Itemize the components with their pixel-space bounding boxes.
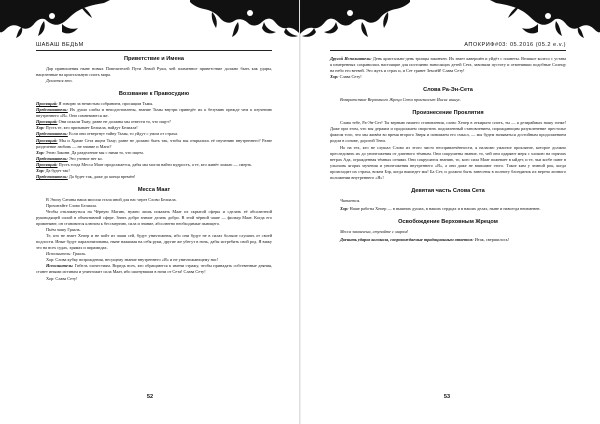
speech: Их души слабы и неподготовлены, знание Тьмы внутри приведёт их к безумию прежде чем к изучению внутреннего «Я». Они сомневаются же. bbox=[36, 107, 272, 119]
ornament-top-right bbox=[490, 0, 600, 40]
dialogue-line bbox=[36, 263, 272, 275]
speech: Да будет так! bbox=[44, 167, 70, 173]
paragraph: Дар приношения ныне новых Повелителей Пути Левой Руки, чей пламенное приветствие должно быть как удары, нацеленные на кристальную плоть мира. bbox=[36, 66, 272, 78]
speech: Пусть те, кто призывает Белиала, найдут Белиала! bbox=[44, 125, 138, 131]
left-page-content bbox=[36, 56, 272, 282]
section-title: Девятая часть Слова Сета bbox=[411, 187, 485, 194]
speech: Этою Законн. Да разделение мы с ними то, что ищем. bbox=[44, 149, 144, 155]
section-title: Произнесение Проклятия bbox=[412, 110, 484, 117]
right-page-content bbox=[330, 56, 566, 243]
speaker: Представитель: bbox=[36, 107, 68, 113]
page-number-right: 53 bbox=[443, 394, 451, 400]
speaker: Просящий: bbox=[36, 137, 58, 143]
speech: Наше работы Хепер — в вышних душах, в наших сердцах и в наших делах, ныне и навсегда неизменен. bbox=[348, 205, 541, 211]
paragraph: Те, кто не знает Хепер и не пойт из чаши сей, будут уничтожены, ибо они будут не в силах больше слушать от своей подлости. Иные будут параличизованы, ныне нажимая на себя руки, другие же убегут в ночь, дабы истребить свой род. Я вижу это на всех судах, хрямах и пирамидах. bbox=[36, 233, 272, 251]
paragraph: Делается это. bbox=[46, 78, 73, 84]
speaker: Двенить ударов колокола, сопровождаемые традиционным ответом: bbox=[340, 237, 474, 243]
speaker: Представитель: bbox=[36, 173, 68, 179]
dialogue-line bbox=[330, 56, 566, 74]
speaker: Просящий: bbox=[36, 101, 58, 107]
section-title: Слова Ра-Эн-Сета bbox=[423, 87, 473, 94]
paragraph: Прочитайте Слово Белиала. bbox=[46, 202, 98, 208]
paragraph: Слава тебе, Ра-Эн-Сет! Ты верныю нашего становления, слово Хепер в откирыто плоть, ты — я дезираймых нашу гонке! Даже при этом, что мы держим и продолжаем своротить подомленный становлением, порождающим разумленение престолье фактом того, что мы живём во время второго Зверя и понимаем его смысл, — мы будем называться достойным продолжением родом в основе, дорогой Тени. bbox=[330, 120, 566, 144]
running-head-right: АПОКРИФ#03: 05.2016 (05.2 e.v.) bbox=[464, 42, 566, 48]
paragraph: Месса законченa, ступайте с миром! bbox=[340, 228, 409, 234]
paragraph: Читается. bbox=[340, 197, 361, 203]
speech: Они искали Тьму; разве не должны мы отвести то, что ищут? bbox=[57, 119, 171, 125]
speaker: Хор: bbox=[330, 74, 339, 80]
paragraph: Возвратствие Верховного Жреца Сета произносит Иисис ашнус. bbox=[340, 97, 462, 103]
running-head-left: ШАБАШ ВЕДЬМ bbox=[36, 42, 84, 48]
header-rule-left bbox=[36, 50, 272, 51]
section-title: Приветствие и Имена bbox=[123, 56, 185, 62]
paragraph: Хор: Слова кубку возрождения, несущему знание внутреннего «Я» и не уничтожающему нас! bbox=[46, 257, 219, 263]
ornament-top-inner-right bbox=[300, 0, 410, 40]
speaker: Хор: bbox=[36, 125, 45, 131]
speech: Итак, свершилось! bbox=[473, 237, 510, 243]
dialogue-line bbox=[36, 162, 272, 168]
speech: Гибель злочестиям. Впредь всех, кто обращаются к имени стражу, чтобы принадать собственные деяния, станет иными истинам и уничтожит сила Маат, ибо шагнувшим в ночи от Сета! Слава Сету! bbox=[36, 263, 272, 275]
section-title: Месса Маат bbox=[137, 186, 171, 193]
speaker: Исполнитель: bbox=[46, 263, 74, 269]
paragraph: Но на тех, кто не слушал Слово из этого чисто неспривлечённости, я налагаю ужасное проклятие, которое должно преследовать их до уничтожения от длинного тёмным. Они сокрушены знание, то, чей они одаряют меря с хлокою на горячих ветрах Ада, огражденная тёмных огнями. Они сокрушатся знанию, то, кого сила Маат пожевает в ыйдет, и те, чьи когбе пают в ульоховь ягорях мучения и уничтожения внутреннего «Я», а они даже не впишают этого. Такое ким у земной рок, когда происходит их страха, вокем Бэр, когда вышедет мы! Ба Сет, и должно быть занесены в полноту блондинок их вереча личного положении внутреннего «Я»! bbox=[330, 144, 566, 180]
speaker: Представитель: bbox=[36, 131, 68, 137]
speaker: Хор: bbox=[36, 149, 45, 155]
speaker: Просящий: bbox=[36, 119, 58, 125]
ornament-top-left bbox=[0, 0, 110, 40]
dialogue-line bbox=[36, 107, 272, 119]
page-number-left: 52 bbox=[146, 394, 154, 400]
paragraph: Чтобы откликнуться на Чёрную Магию, нужно лишь показать Маат из скрытой сферы и сделать её абсолютной руководящей силой в объективной сфере. Знать добро значит делать добро. В этой чёрной чаше — фильтр Маат. Когда его применяют, он становится ключом к бессмертию, сила и знание, абсолютно необходимые пыющего. bbox=[36, 208, 272, 227]
speech: Если они отвергнут тайну Тьмы, то уйдут с умом от страха. bbox=[67, 131, 179, 137]
paragraph: Исполнитель: Грааль. bbox=[46, 251, 87, 257]
section-title: Воззвание к Правосудию bbox=[118, 91, 190, 98]
right-page bbox=[300, 0, 600, 424]
paragraph: Пьём чашу Грааль. bbox=[46, 227, 81, 233]
speech: Да будет так, даже до конца времён! bbox=[67, 173, 136, 179]
paragraph: В Эпоху Сатаны наша миссия стала иной для нас через Слово Белиала. bbox=[46, 196, 177, 202]
speaker: Представитель: bbox=[36, 155, 68, 161]
header-rule-right bbox=[330, 50, 566, 51]
speech: Слава Сету! bbox=[338, 74, 362, 80]
speaker: Хор: bbox=[340, 205, 349, 211]
dialogue-line bbox=[330, 237, 566, 243]
speaker: Хор: bbox=[36, 167, 45, 173]
speech: Мы и Храме Сета ищем Тьму; разве не должно быть так, чтобы мы открылись её изучению внутреннего? Разве разделение любовь — не знание и Маги? bbox=[36, 137, 272, 149]
section-title: Освобождение Верховным Жрецом bbox=[398, 218, 498, 225]
speech: День кристально-день троицы закончен. Их знает кавершён и уйдёт с планеты. Великое колесо с устава я измеренных сохранилась настоящие для постоянно наносящих детей Сета, завоняли пустоту и отменивши подобные Солнцу на небо его ветвей. Это жуть и страх и, и Сет грянет Землёй! Слава Сету! bbox=[330, 56, 566, 74]
speaker: Просящий: bbox=[36, 161, 58, 167]
paragraph: Хор: Слава Сету! bbox=[46, 275, 78, 281]
speech: Пусть тогда Месса Маат продолжается, дабы мы могли найти мудрость, а те, кто живёт ложью — смерть. bbox=[57, 161, 253, 167]
speech: Это учение нет ко. bbox=[67, 155, 103, 161]
ornament-top-inner-left bbox=[190, 0, 300, 40]
speaker: Другой Исполнитель: bbox=[330, 56, 372, 61]
dialogue-line bbox=[36, 138, 272, 150]
speech: Я говорю за нечистым собранием, просящим Тьмы. bbox=[57, 101, 154, 107]
dialogue-line bbox=[330, 206, 566, 212]
